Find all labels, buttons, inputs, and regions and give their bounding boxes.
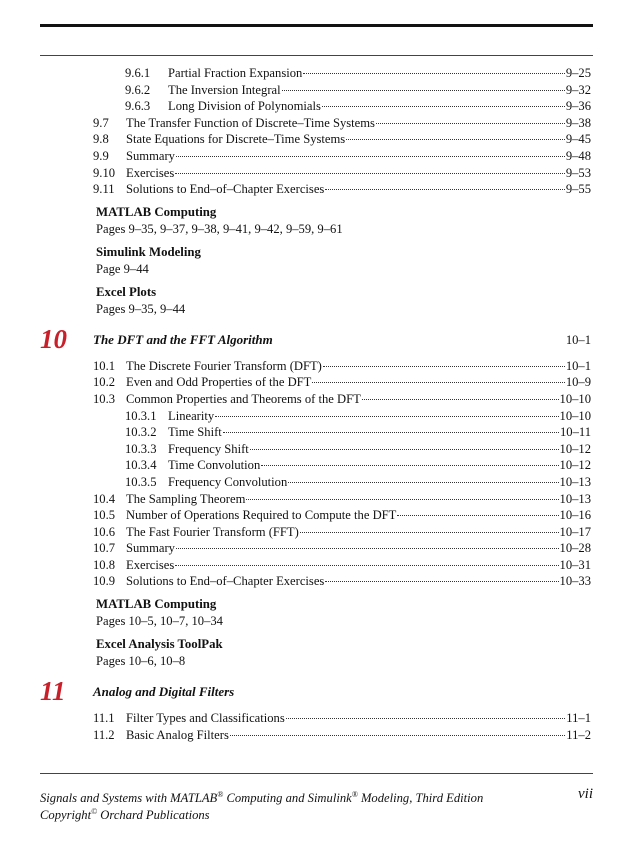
dot-leader	[323, 366, 565, 367]
section-title: Exercises	[126, 165, 175, 180]
section-title: State Equations for Discrete–Time Systems	[126, 132, 346, 147]
toc-entry	[0, 165, 638, 182]
section-title: Number of Operations Required to Compute the DFT	[126, 508, 397, 523]
footer-text: Computing and Simulink	[223, 791, 352, 806]
dot-leader	[230, 735, 565, 736]
section-page: 10–31	[559, 557, 591, 572]
section-page: 10–17	[559, 524, 591, 539]
section-number: 10.3.3	[125, 441, 157, 456]
toc-entry	[0, 181, 638, 198]
section-title: Long Division of Polynomials	[168, 99, 321, 114]
dot-leader	[246, 499, 558, 500]
book-title-line	[40, 786, 593, 806]
section-number: 9.9	[93, 148, 109, 163]
section-title: Solutions to End–of–Chapter Exercises	[126, 182, 325, 197]
section-title: The Transfer Function of Discrete–Time Systems	[126, 115, 375, 130]
section-number: 10.7	[93, 541, 116, 556]
chapter-page: 10–1	[565, 332, 591, 347]
footer-text: Signals and Systems with MATLAB	[40, 791, 218, 806]
section-title: The Sampling Theorem	[126, 491, 246, 506]
dot-leader	[261, 465, 558, 466]
toc-entry	[0, 131, 638, 148]
dot-leader	[175, 565, 558, 566]
reference-heading: Excel Plots	[96, 284, 157, 299]
section-page: 9–25	[565, 66, 591, 80]
section-number: 9.6.3	[125, 99, 151, 114]
footer-rule	[40, 773, 593, 774]
section-title: Exercises	[126, 557, 175, 572]
section-number: 11.2	[93, 727, 115, 742]
toc-entry	[0, 408, 638, 425]
chapter10-entries	[0, 358, 638, 590]
section-page: 10–13	[559, 474, 591, 489]
section-number: 9.11	[93, 182, 115, 197]
chapter-title: Analog and Digital Filters	[93, 684, 235, 700]
section-number: 10.3	[93, 391, 116, 406]
chapter-heading-11	[0, 676, 638, 710]
section-number: 10.3.4	[125, 458, 157, 473]
dot-leader	[397, 515, 558, 516]
section-title: Solutions to End–of–Chapter Exercises	[126, 574, 325, 589]
section-title: Summary	[126, 541, 175, 556]
dot-leader	[376, 123, 565, 124]
reference-pages: Pages 9–35, 9–44	[96, 301, 186, 316]
reference-pages: Page 9–44	[96, 261, 149, 276]
section-number: 9.6.1	[125, 66, 151, 80]
copyright-mark: ©	[91, 807, 98, 816]
section-page: 10–13	[559, 491, 591, 506]
dot-leader	[250, 449, 559, 450]
section-page: 9–36	[565, 99, 591, 114]
footer-text: Copyright	[40, 808, 92, 823]
toc-entry	[0, 507, 638, 524]
section-number: 10.5	[93, 508, 116, 523]
section-page: 9–38	[565, 115, 591, 130]
section-title: Frequency Convolution	[168, 474, 288, 489]
section-page: 11–1	[566, 711, 591, 726]
toc-entry	[0, 115, 638, 132]
toc-entry	[0, 710, 638, 727]
dot-leader	[288, 482, 558, 483]
toc-entry	[0, 557, 638, 574]
section-title: The Inversion Integral	[168, 82, 281, 97]
section-page: 10–28	[559, 541, 591, 556]
toc-entry	[0, 424, 638, 441]
section-page: 9–32	[565, 82, 591, 97]
dot-leader	[223, 432, 559, 433]
section-page: 9–45	[565, 132, 591, 147]
section-number: 10.2	[93, 375, 116, 390]
section-page: 10–11	[559, 425, 591, 440]
registered-mark: ®	[351, 790, 358, 799]
dot-leader	[322, 106, 565, 107]
reference-pages: Pages 9–35, 9–37, 9–38, 9–41, 9–42, 9–59, 9–61	[96, 221, 343, 236]
section-page: 9–55	[565, 182, 591, 197]
toc-entry	[0, 391, 638, 408]
page-number: vii	[578, 786, 593, 802]
dot-leader	[362, 399, 559, 400]
section-number: 11.1	[93, 711, 115, 726]
dot-leader	[176, 548, 559, 549]
section-number: 10.1	[93, 358, 116, 373]
section-number: 9.6.2	[125, 82, 151, 97]
dot-leader	[346, 139, 565, 140]
reference-heading: Simulink Modeling	[96, 244, 201, 259]
section-page: 11–2	[566, 727, 591, 742]
toc-continued-chapter9	[0, 65, 638, 198]
section-number: 10.3.2	[125, 425, 157, 440]
chapter-number: 10	[40, 323, 67, 354]
section-number: 10.3.5	[125, 474, 157, 489]
section-title: Common Properties and Theorems of the DFT	[126, 391, 361, 406]
section-page: 10–9	[565, 375, 591, 390]
toc-entry	[0, 358, 638, 375]
toc-entry	[0, 540, 638, 557]
toc-entry	[0, 727, 638, 744]
section-number: 9.10	[93, 165, 116, 180]
dot-leader	[215, 416, 558, 417]
section-title: Even and Odd Properties of the DFT	[126, 375, 312, 390]
toc-entry	[0, 524, 638, 541]
chapter11-entries	[0, 710, 638, 743]
toc-entry	[0, 98, 638, 115]
chapter9-references	[0, 204, 638, 318]
dot-leader	[303, 73, 565, 74]
section-number: 10.4	[93, 491, 116, 506]
reference-heading: MATLAB Computing	[96, 597, 217, 612]
dot-leader	[286, 718, 566, 719]
toc-entry	[0, 82, 638, 99]
section-number: 10.9	[93, 574, 116, 589]
toc-entry	[0, 457, 638, 474]
section-page: 10–16	[559, 508, 591, 523]
table-of-contents	[0, 65, 638, 743]
section-page: 10–33	[559, 574, 591, 589]
section-title: The Discrete Fourier Transform (DFT)	[126, 358, 322, 373]
section-page: 9–53	[565, 165, 591, 180]
footer-text: Orchard Publications	[97, 808, 210, 823]
section-number: 10.3.1	[125, 408, 157, 423]
toc-entry	[0, 491, 638, 508]
reference-heading: Excel Analysis ToolPak	[96, 637, 223, 652]
registered-mark: ®	[217, 790, 224, 799]
dot-leader	[325, 581, 558, 582]
section-title: Frequency Shift	[168, 441, 249, 456]
section-number: 9.8	[93, 132, 109, 147]
reference-pages: Pages 10–5, 10–7, 10–34	[96, 614, 223, 629]
toc-entry	[0, 573, 638, 590]
reference-pages: Pages 10–6, 10–8	[96, 654, 186, 669]
section-page: 9–48	[565, 148, 591, 163]
chapter-title: The DFT and the FFT Algorithm	[93, 331, 273, 347]
section-title: Filter Types and Classifications	[126, 711, 285, 726]
section-page: 10–1	[565, 358, 591, 373]
section-title: The Fast Fourier Transform (FFT)	[126, 524, 299, 539]
section-page: 10–10	[559, 391, 591, 406]
page-footer	[40, 786, 593, 823]
section-number: 10.8	[93, 557, 116, 572]
chapter10-references	[0, 596, 638, 670]
dot-leader	[282, 90, 565, 91]
section-number: 10.6	[93, 524, 116, 539]
section-page: 10–12	[559, 441, 591, 456]
toc-entry	[0, 148, 638, 165]
section-number: 9.7	[93, 115, 109, 130]
dot-leader	[175, 173, 565, 174]
dot-leader	[312, 382, 564, 383]
chapter-heading-10	[0, 324, 638, 358]
section-title: Summary	[126, 148, 175, 163]
toc-entry	[0, 374, 638, 391]
copyright-line	[40, 803, 593, 823]
dot-leader	[300, 532, 559, 533]
section-title: Basic Analog Filters	[126, 727, 229, 742]
section-page: 10–12	[559, 458, 591, 473]
section-title: Time Convolution	[168, 458, 261, 473]
toc-entry	[0, 441, 638, 458]
toc-entry	[0, 65, 638, 82]
section-title: Time Shift	[168, 425, 222, 440]
section-title: Linearity	[168, 408, 215, 423]
section-title: Partial Fraction Expansion	[168, 66, 303, 80]
section-page: 10–10	[559, 408, 591, 423]
reference-heading: MATLAB Computing	[96, 204, 217, 219]
header-rule-thin	[40, 55, 593, 56]
chapter-number: 11	[40, 676, 66, 707]
toc-entry	[0, 474, 638, 491]
header-rule-thick	[40, 24, 593, 27]
dot-leader	[176, 156, 565, 157]
dot-leader	[325, 189, 564, 190]
footer-text: Modeling, Third Edition	[357, 791, 484, 806]
